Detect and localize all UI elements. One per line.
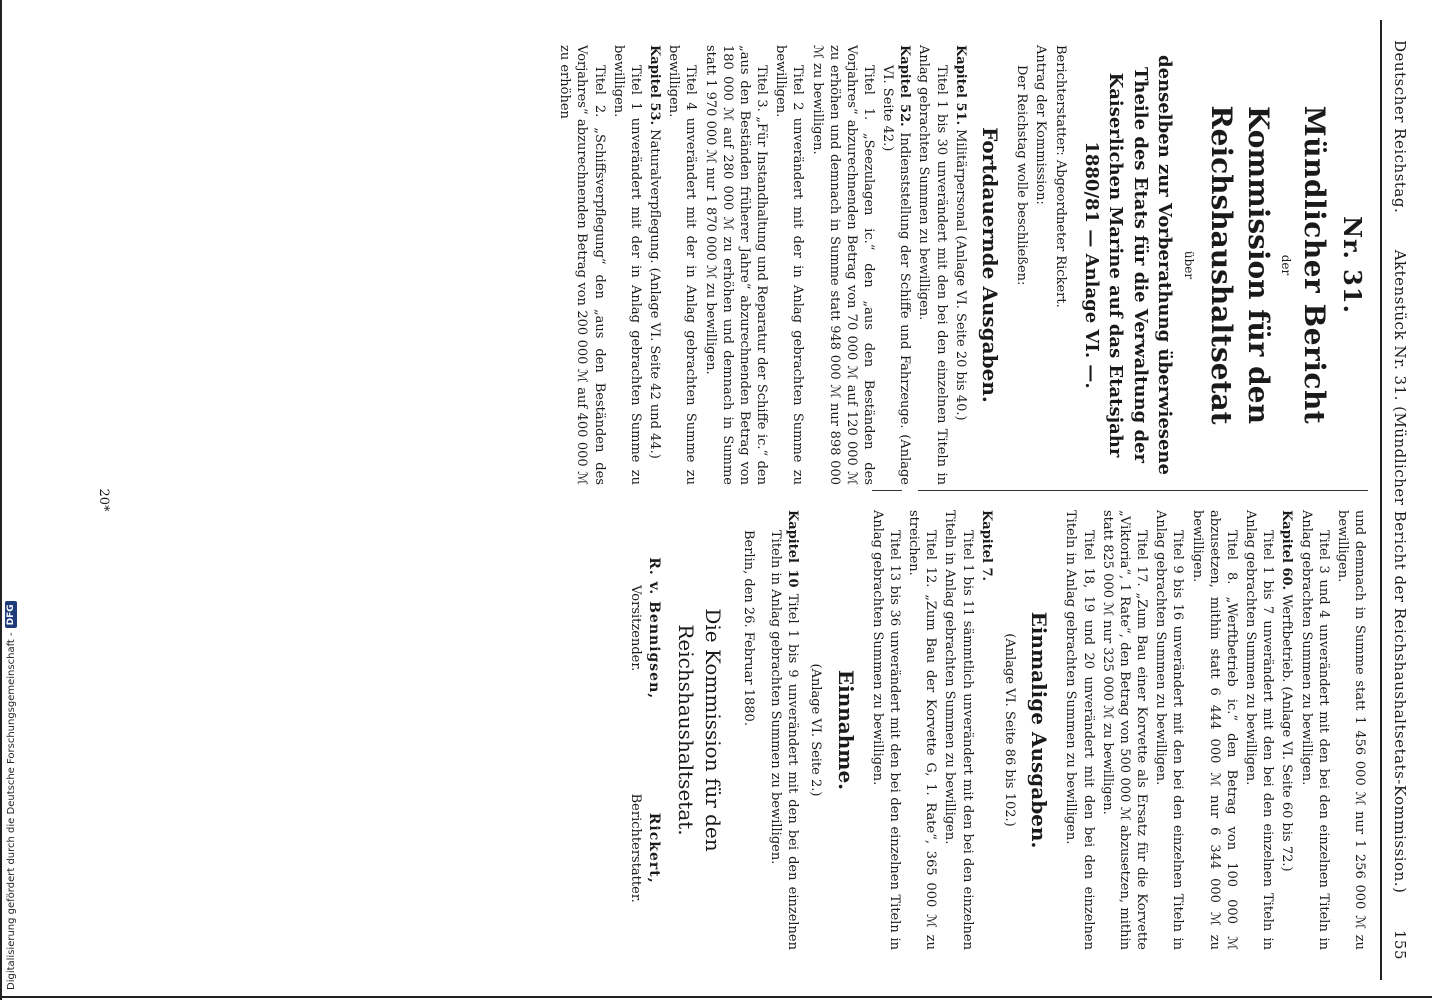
kapitel-60 (1278, 510, 1295, 950)
kapitel-53-label: Kapitel 53. (647, 45, 663, 126)
kapitel-7-titel-12: Titel 12. „Zum Bau der Korvette G, 1. Rate“, 365 000 ℳ zu streichen. (906, 510, 939, 950)
kapitel-60-titel-8: Titel 8. „Werftbetrieb ic.“ den Betrag von 100 000 ℳ abzusetzen, mithin statt 6 444 000 ℳ nur 6 344 000 ℳ zu bewilligen. (1189, 510, 1239, 950)
kapitel-52-titel-4: Titel 4 unverändert mit der in Anlag gebrachten Summe zu bewilligen. (666, 45, 699, 485)
kapitel-10 (767, 510, 801, 950)
antrag-text: Der Reichstag wolle beschließen: (1014, 65, 1030, 286)
kapitel-51 (952, 45, 969, 485)
antrag-label: Antrag der Kommission: (1033, 45, 1049, 205)
column-divider-lower (872, 490, 902, 491)
left-column (554, 45, 1368, 485)
kapitel-53-titel-1: Titel 1 unverändert mit der in Anlag gebrachten Summe zu bewilligen. (610, 45, 643, 485)
digitization-footer (0, 0, 26, 1000)
dfg-logo-icon: DFG (5, 601, 17, 628)
document-der: der (1279, 254, 1294, 276)
kapitel-53 (646, 45, 663, 485)
header-page-number: 155 (1390, 929, 1409, 960)
kapitel-53-titel-3-4: Titel 3 und 4 unverändert mit den bei den einzelnen Titeln in Anlag gebrachten Summen zu bewilligen. (1298, 510, 1331, 950)
kapitel-7-label: Kapitel 7. (978, 510, 994, 582)
signature-reporter-role: Berichterstatter. (628, 793, 644, 903)
closing-title: Die Kommission für den Reichshaushaltsetat. (674, 608, 725, 852)
signature-reporter (627, 794, 663, 903)
continuation-text: und demnach in Summe statt 1 456 000 ℳ nur 1 256 000 ℳ zu bewilligen. (1334, 510, 1367, 950)
header-center: Aktenstück Nr. 31. (Mündlicher Bericht der Reichshaushaltsetats-Kommission.) (1390, 249, 1409, 894)
kapitel-51-titel: Titel 1 bis 30 unverändert mit den bei den einzelnen Titeln in Anlag gebrachten Summen zu bewilligen. (916, 45, 949, 485)
document-ueber: über (1181, 250, 1196, 280)
page-header (1384, 40, 1414, 960)
signature-row (627, 510, 663, 950)
signature-chair-name: R. v. Bennigsen, (645, 557, 662, 700)
kapitel-60-text: Werftbetrieb. (Anlage VI. Seite 60 bis 72.) (1279, 594, 1295, 872)
kapitel-52-label: Kapitel 52. (897, 45, 913, 127)
kapitel-52-titel-2: Titel 2 unverändert mit der in Anlag gebrachten Summe zu bewilligen. (773, 45, 806, 485)
kapitel-52-titel-1: Titel 1. „Seezulagen ic.“ den „aus den Beständen des Vorjahres“ abzurechnenden Betrag von 70 000 ℳ auf 120 000 ℳ zu erhöhen und demnach in Summe statt 948 000 ℳ nur 898 000 ℳ zu bewilligen. (809, 45, 876, 485)
signature-chair-role: Vorsitzender. (628, 585, 644, 672)
einmalige-ausgaben-sub: (Anlage VI. Seite 86 bis 102.) (1001, 633, 1017, 827)
kapitel-53-titel-2: Titel 2. „Schiffsverpflegung“ den „aus den Beständen des Vorjahres“ abzurechnenden Betrag von 200 000 ℳ auf 400 000 ℳ zu erhöhen (557, 45, 607, 485)
footer-text: Digitalisierung gefördert durch die Deutsche Forschungsgemeinschaft - (5, 632, 17, 990)
column-divider (918, 490, 1368, 491)
footer-text-row (2, 0, 20, 990)
kapitel-60-label: Kapitel 60. (1279, 510, 1295, 591)
kapitel-7-titel-1-11: Titel 1 bis 11 sämmtlich unverändert mit den bei den einzelnen Titeln in Anlag gebrachten Summen zu bewilligen. (942, 510, 975, 950)
heading-einnahme: Einnahme. (833, 669, 858, 791)
kapitel-51-text: Militärpersonal (Anlage VI. Seite 20 bis 40.) (952, 129, 968, 421)
document-intro: denselben zur Vorberathung überwiesene Theile des Etats für die Verwaltung der Kaiserlichen Marine auf das Etatsjahr 1880/81 — Anlage VI. —. (1080, 55, 1175, 475)
document-title: Mündlicher Bericht (1298, 105, 1332, 425)
header-left: Deutscher Reichstag. (1390, 40, 1409, 214)
kapitel-51-label: Kapitel 51. (952, 45, 968, 126)
date-line: Berlin, den 26. Februar 1880. (740, 530, 756, 726)
kapitel-60-titel-9-16: Titel 9 bis 16 unverändert mit den bei den einzelnen Titeln in Anlag gebrachten Summen zu bewilligen. (1153, 510, 1186, 950)
kapitel-52-text: Indienststellung der Schiffe und Fahrzeuge. (Anlage VI. Seite 42.) (880, 65, 913, 485)
kapitel-10-text: Titel 1 bis 9 unverändert mit den bei den einzelnen Titeln in Anlag gebrachten Summen zu bewilligen. (768, 530, 801, 950)
kapitel-60-titel-1-7: Titel 1 bis 7 unverändert mit den bei den einzelnen Titeln in Anlag gebrachten Summen zu bewilligen. (1243, 510, 1276, 950)
signature-chair (627, 557, 663, 699)
kapitel-60-titel-17: Titel 17. „Zum Bau einer Korvette als Ersatz für die Korvette „Viktoria“, 1 Rate“, den Betrag von 500 000 ℳ abzusetzen, mithin statt 825 000 ℳ nur 325 000 ℳ zu bewilligen. (1099, 510, 1150, 950)
kapitel-7-titel-13-36: Titel 13 bis 36 unverändert mit den bei den einzelnen Titeln in Anlag gebrachten Summen zu bewilligen. (869, 510, 903, 950)
page-signature-mark: 20* (96, 488, 111, 512)
document-subtitle: Kommission für den Reichshaushaltsetat (1204, 105, 1275, 425)
kapitel-10-label: Kapitel 10 (785, 510, 801, 588)
kapitel-60-titel-18-20: Titel 18, 19 und 20 unverändert mit den bei den einzelnen Titeln in Anlag gebrachten Summen zu bewilligen. (1063, 510, 1096, 950)
einnahme-sub: (Anlage VI. Seite 2.) (808, 663, 824, 797)
signature-reporter-name: Rickert, (645, 812, 662, 884)
right-column (627, 510, 1368, 950)
kapitel-52 (879, 45, 913, 485)
reporter-line: Berichterstatter: Abgeordneter Rickert. (1052, 45, 1068, 308)
kapitel-52-titel-3: Titel 3. „Für Instandhaltung und Reparatur der Schiffe ic.“ den „aus den Beständen früherer Jahre“ abzurechnenden Betrag von 180 000 ℳ auf 280 000 ℳ zu erhöhen und demnach in Summe statt 1 970 000 ℳ nur 1 870 000 ℳ zu bewilligen. (702, 45, 770, 485)
kapitel-53-text: Naturalverpflegung. (Anlage VI. Seite 42 und 44.) (647, 129, 663, 459)
heading-einmalige-ausgaben: Einmalige Ausgaben. (1027, 611, 1052, 849)
heading-fortdauernde-ausgaben: Fortdauernde Ausgaben. (978, 127, 1003, 403)
document-number: Nr. 31. (1338, 216, 1367, 314)
header-rule (1380, 20, 1382, 980)
